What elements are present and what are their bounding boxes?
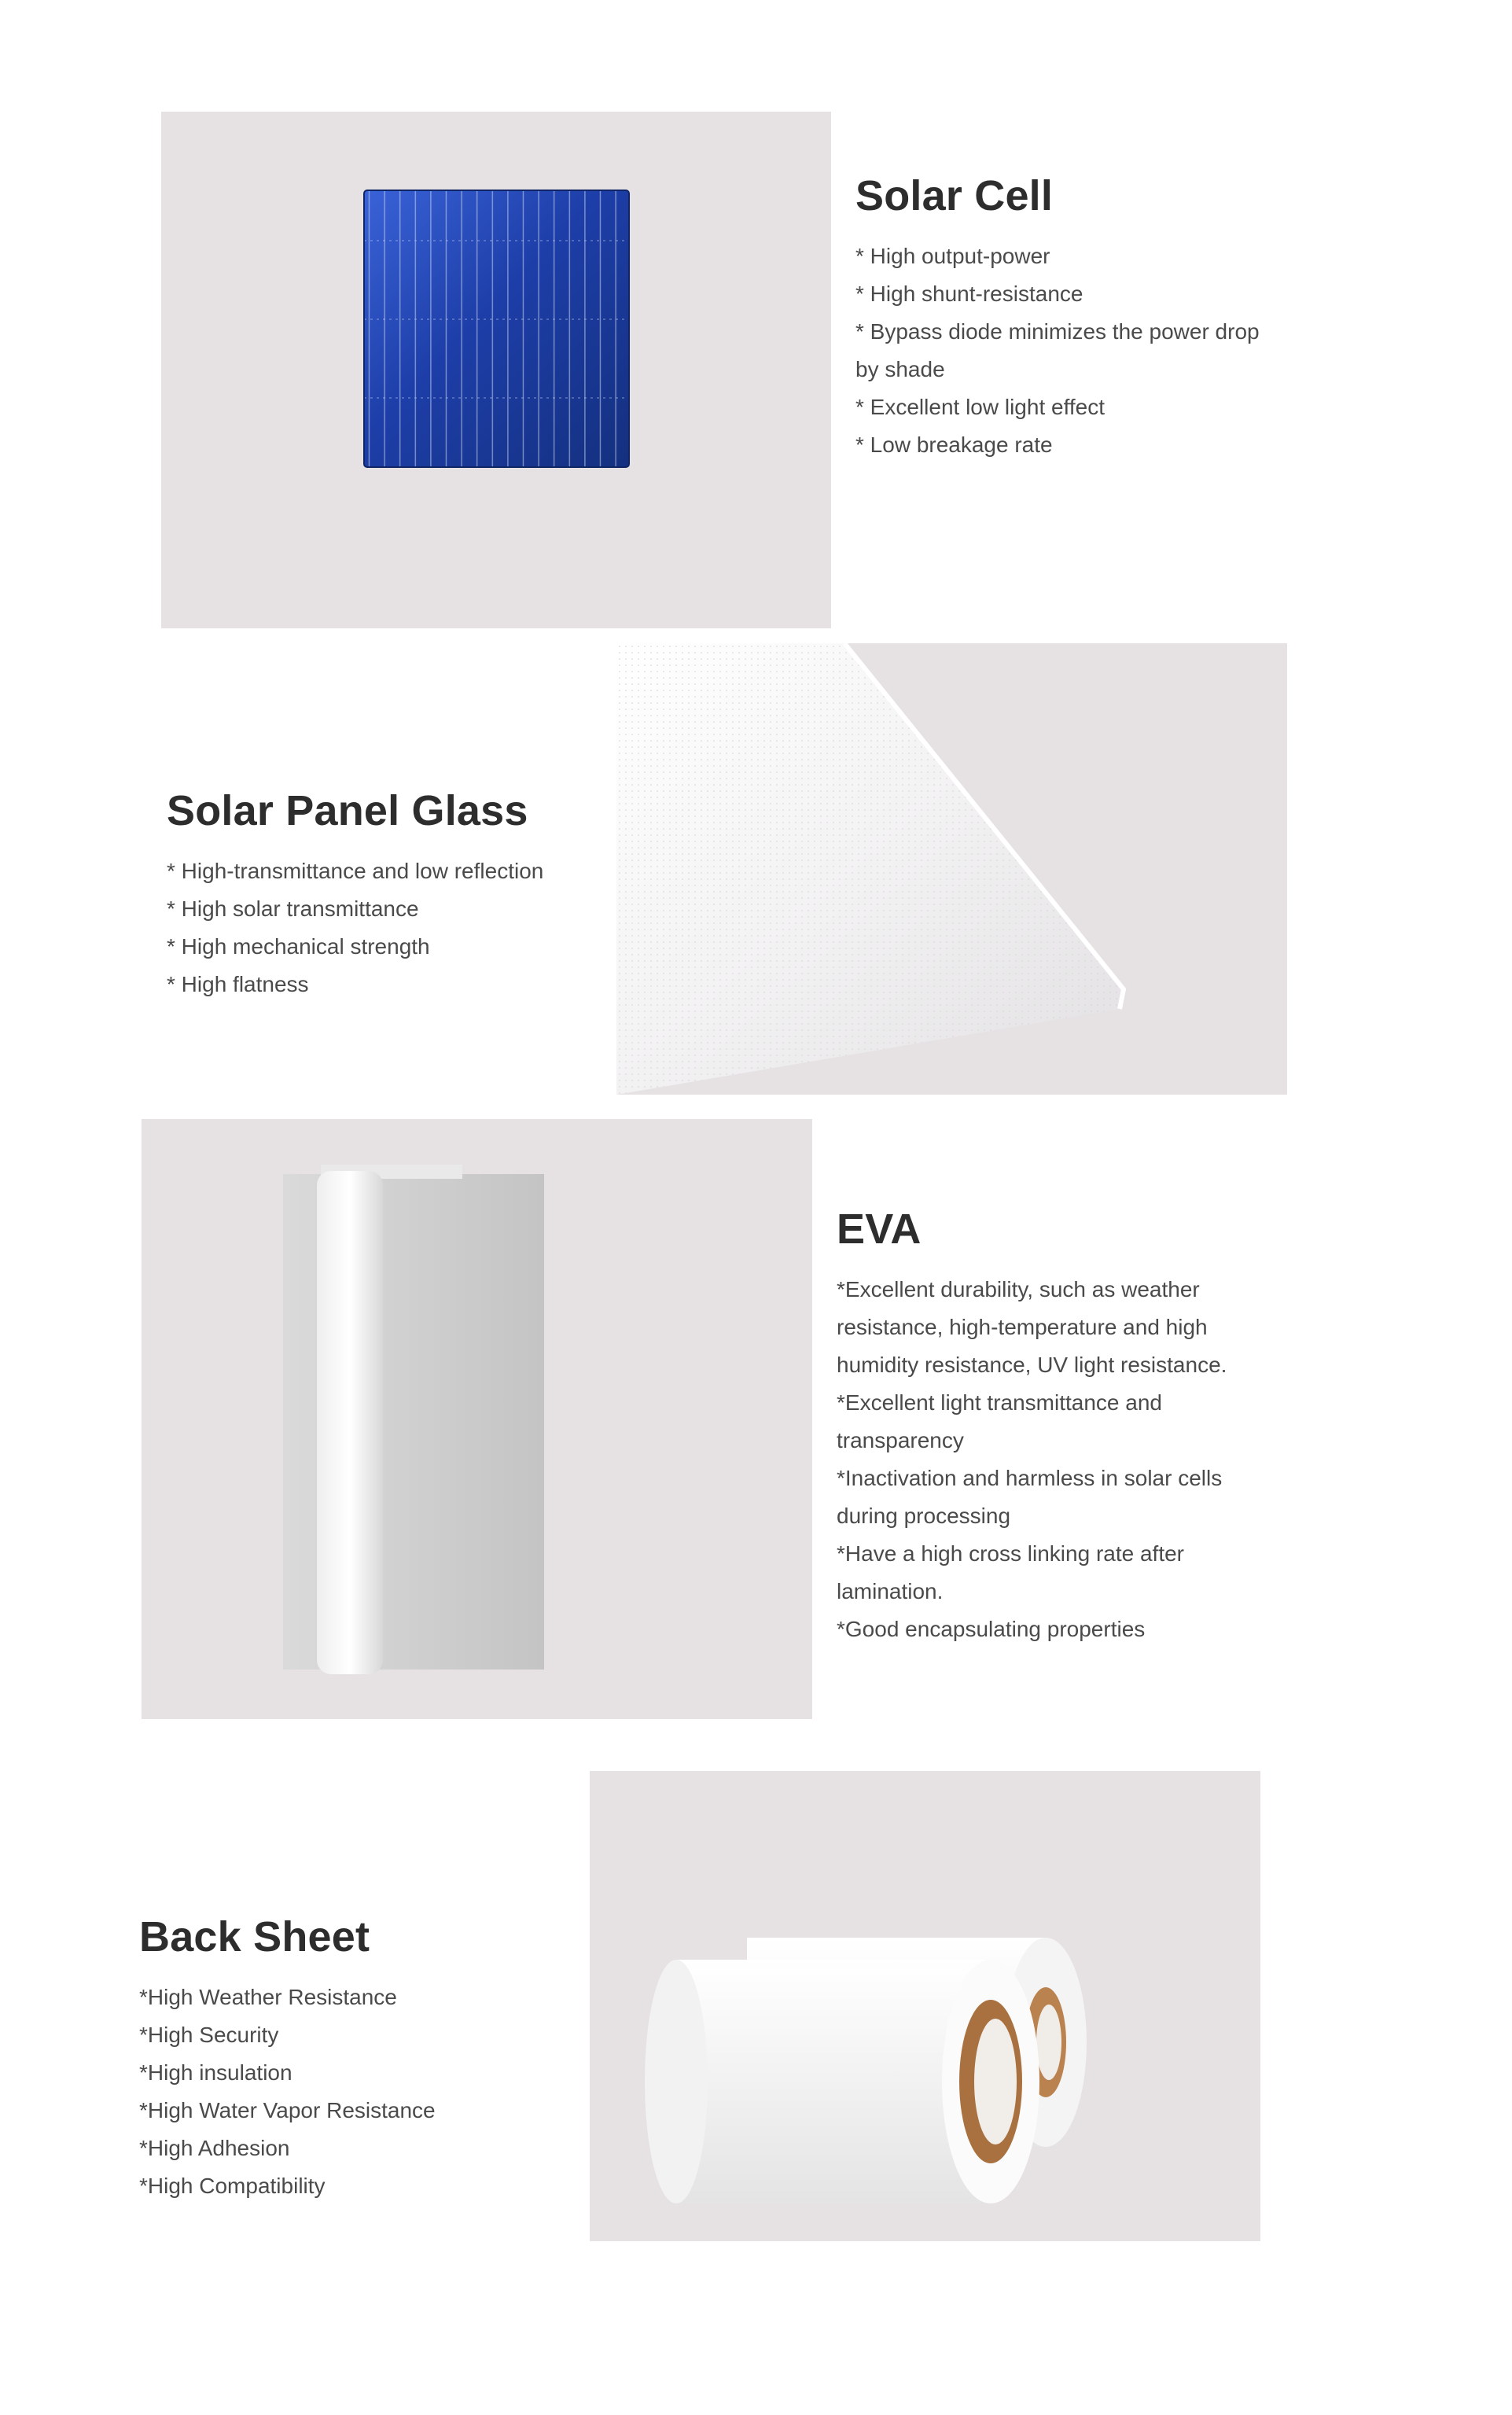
feature-line: * Excellent low light effect xyxy=(855,395,1105,420)
feature-line: * High-transmittance and low reflection xyxy=(167,859,544,884)
feature-line: * High flatness xyxy=(167,972,309,997)
feature-list xyxy=(855,237,1453,464)
eva-text xyxy=(837,1205,1481,1648)
feature-line: * High solar transmittance xyxy=(167,896,419,922)
feature-list xyxy=(139,1979,579,2205)
feature-line: *Inactivation and harmless in solar cells xyxy=(837,1466,1223,1491)
solar-cell-text xyxy=(855,171,1453,464)
section-title: Solar Panel Glass xyxy=(167,787,528,834)
feature-line: *Excellent durability, such as weather xyxy=(837,1277,1200,1302)
feature-line: humidity resistance, UV light resistance. xyxy=(837,1353,1227,1378)
eva-roll-illustration xyxy=(142,1119,812,1719)
feature-line: *Good encapsulating properties xyxy=(837,1617,1146,1642)
back-sheet-image xyxy=(590,1771,1260,2241)
section-title: EVA xyxy=(837,1206,922,1253)
section-title: Back Sheet xyxy=(139,1913,370,1960)
feature-line: * Bypass diode minimizes the power drop xyxy=(855,319,1260,344)
solar-glass-image xyxy=(616,643,1287,1095)
feature-line: *High Compatibility xyxy=(139,2174,326,2199)
feature-line: * Low breakage rate xyxy=(855,433,1053,458)
feature-line: by shade xyxy=(855,357,945,382)
feature-line: *High Adhesion xyxy=(139,2136,290,2161)
feature-line: transparency xyxy=(837,1428,964,1453)
feature-line: *High Security xyxy=(139,2023,279,2048)
feature-line: during processing xyxy=(837,1504,1011,1529)
feature-line: lamination. xyxy=(837,1579,944,1604)
solar-cell-image xyxy=(161,112,831,628)
back-sheet-rolls-illustration xyxy=(590,1771,1260,2241)
back-sheet-text xyxy=(139,1912,579,2205)
feature-line: resistance, high-temperature and high xyxy=(837,1315,1208,1340)
feature-line: * High mechanical strength xyxy=(167,934,430,959)
feature-line: *Have a high cross linking rate after xyxy=(837,1541,1184,1566)
eva-image xyxy=(142,1119,812,1719)
glass-sheet-illustration xyxy=(616,643,1287,1095)
feature-line: * High shunt-resistance xyxy=(855,282,1083,307)
feature-line: * High output-power xyxy=(855,244,1050,269)
solar-cell-illustration xyxy=(161,112,831,628)
feature-list xyxy=(837,1271,1481,1648)
feature-line: *High Water Vapor Resistance xyxy=(139,2098,436,2123)
solar-glass-text xyxy=(167,786,607,1003)
feature-line: *High Weather Resistance xyxy=(139,1985,397,2010)
feature-line: *High insulation xyxy=(139,2060,292,2086)
feature-line: *Excellent light transmittance and xyxy=(837,1390,1162,1415)
section-title: Solar Cell xyxy=(855,172,1054,219)
feature-list xyxy=(167,852,607,1003)
